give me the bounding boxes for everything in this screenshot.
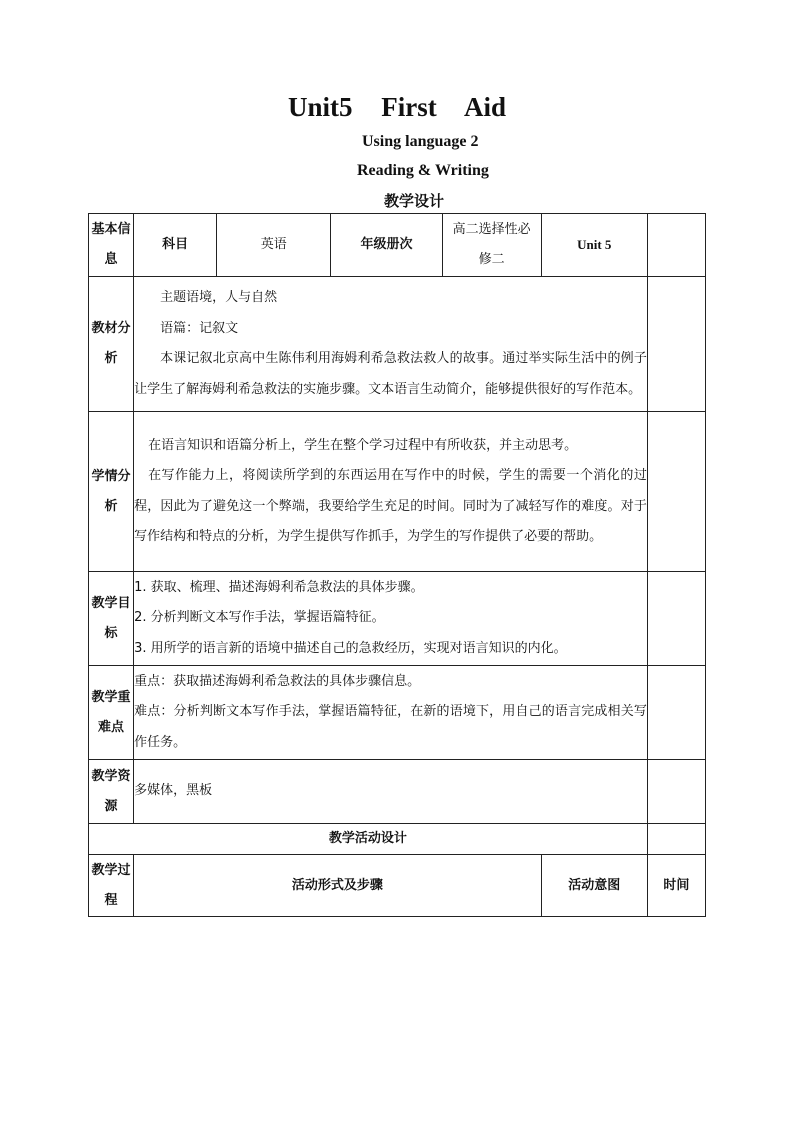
- learner-para-1: 在语言知识和语篇分析上，学生在整个学习过程中有所收获，并主动思考。: [148, 437, 578, 453]
- empty-cell: [647, 760, 705, 824]
- objective-item: 2. 分析判断文本写作手法，掌握语篇特征。: [134, 610, 385, 626]
- subject-label: 科目: [134, 214, 217, 277]
- intent-column-header: 活动意图: [541, 855, 647, 917]
- basic-info-label: 基本信息: [89, 214, 134, 277]
- objectives-label: 教学目标: [89, 572, 134, 666]
- empty-cell: [647, 572, 705, 666]
- subtitle-reading-writing: Reading & Writing: [357, 162, 489, 179]
- material-analysis-label: 教材分析: [89, 277, 134, 412]
- subtitle-using-language: Using language 2: [362, 133, 479, 150]
- process-header-row: [89, 855, 706, 917]
- text-type: 语篇：记叙文: [160, 320, 239, 336]
- document-title: Unit5 First Aid: [287, 92, 506, 122]
- learner-analysis-row: [89, 412, 706, 572]
- resources-value: 多媒体，黑板: [134, 760, 648, 824]
- process-label: 教学过程: [89, 855, 134, 917]
- theme-context: 主题语境，人与自然: [160, 290, 278, 305]
- material-analysis-content: [134, 277, 648, 412]
- key-point: 重点：获取描述海姆利希急救法的具体步骤信息。: [134, 673, 421, 689]
- empty-cell: [647, 824, 705, 855]
- objectives-row: [89, 572, 706, 666]
- subtitle-teaching-design: 教学设计: [384, 192, 445, 210]
- key-points-label: 教学重难点: [89, 666, 134, 760]
- learner-analysis-content: [134, 412, 648, 572]
- grade-label: 年级册次: [331, 214, 442, 277]
- activity-design-heading: 教学活动设计: [89, 824, 648, 855]
- grade-value: 高二选择性必修二: [442, 214, 541, 277]
- objectives-content: [134, 572, 648, 666]
- lesson-plan-table: [88, 213, 706, 917]
- objective-item: 1. 获取、梳理、描述海姆利希急救法的具体步骤。: [134, 579, 424, 595]
- empty-cell: [647, 412, 705, 572]
- empty-cell: [647, 214, 705, 277]
- steps-column-header: 活动形式及步骤: [134, 855, 542, 917]
- key-points-content: [134, 666, 648, 760]
- difficult-point: 难点：分析判断文本写作手法，掌握语篇特征，在新的语境下，用自己的语言完成相关写作任务。: [134, 704, 647, 750]
- material-description: 本课记叙北京高中生陈伟利用海姆利希急救法救人的故事。通过举实际生活中的例子让学生了解海姆利希急救法的实施步骤。文本语言生动简介，能够提供很好的写作范本。: [134, 351, 647, 397]
- learner-para-2: 在写作能力上，将阅读所学到的东西运用在写作中的时候，学生的需要一个消化的过程，因此为了避免这一个弊端，我要给学生充足的时间。同时为了减轻写作的难度。对于写作结构和特点的分析，为学生提供写作抓手，为学生的写作提供了必要的帮助。: [134, 468, 647, 544]
- unit-value: Unit 5: [541, 214, 647, 277]
- key-points-row: [89, 666, 706, 760]
- empty-cell: [647, 666, 705, 760]
- material-analysis-row: [89, 277, 706, 412]
- empty-cell: [647, 277, 705, 412]
- resources-row: [89, 760, 706, 824]
- resources-label: 教学资源: [89, 760, 134, 824]
- activity-design-row: [89, 824, 706, 855]
- basic-info-row: [89, 214, 706, 277]
- learner-analysis-label: 学情分析: [89, 412, 134, 572]
- objective-item: 3. 用所学的语言新的语境中描述自己的急救经历，实现对语言知识的内化。: [134, 640, 567, 656]
- time-column-header: 时间: [647, 855, 705, 917]
- subject-value: 英语: [217, 214, 331, 277]
